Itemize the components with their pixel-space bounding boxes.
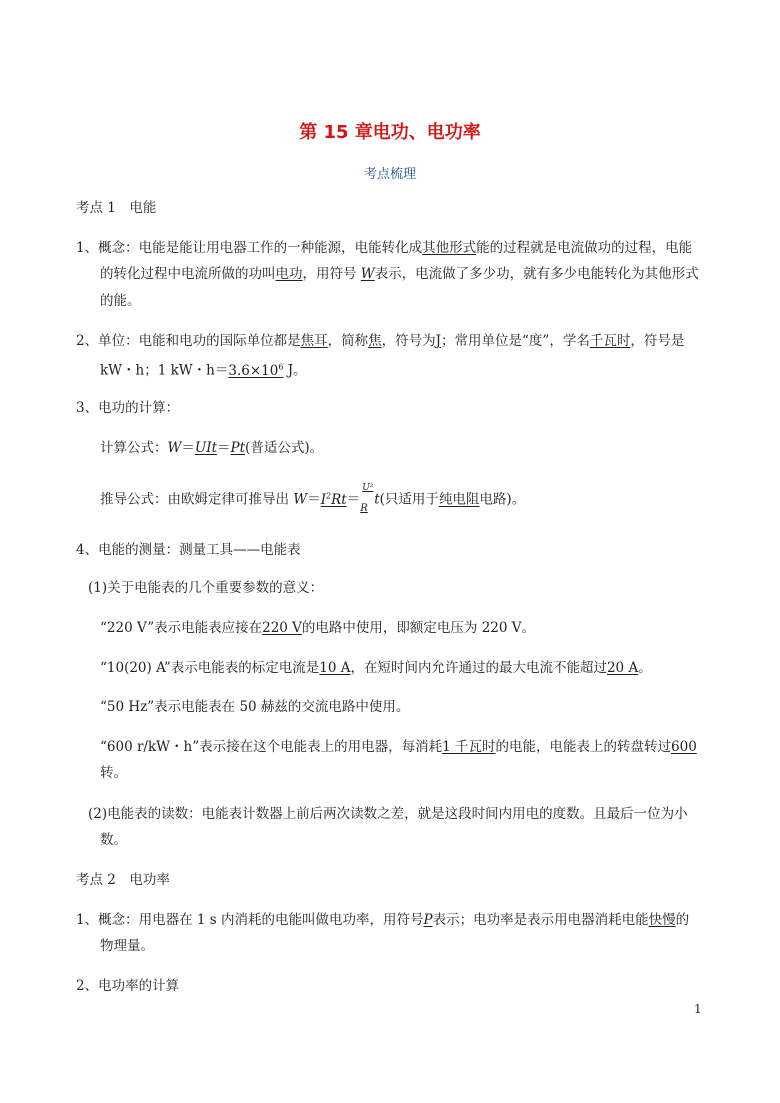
meter-param-revolutions xyxy=(100,737,697,757)
symbol: W xyxy=(293,491,308,508)
answer-underline: 其他形式 xyxy=(422,240,477,256)
answer-underline: 千瓦时 xyxy=(589,333,631,349)
text: 电路)。 xyxy=(479,491,526,508)
power-concept-line1 xyxy=(76,910,689,930)
text: 的电能，电能表上的转盘转过 xyxy=(495,739,672,755)
power-concept-line2: 物理量。 xyxy=(100,938,154,954)
para-measure-heading: 4、电能的测量：测量工具——电能表 xyxy=(76,542,301,558)
sub-item-2-cont: 数。 xyxy=(100,832,127,848)
text: 的转化过程中电流所做的功叫 xyxy=(100,266,276,282)
meter-param-current xyxy=(100,658,652,678)
meter-param-frequency: “50 Hz”表示电能表在 50 赫兹的交流电路中使用。 xyxy=(100,699,410,715)
formula-general xyxy=(100,438,323,458)
answer-underline: 220 V xyxy=(262,620,302,636)
answer-underline: W xyxy=(360,266,375,282)
text: kW・h；1 kW・h＝ xyxy=(100,362,229,379)
text: ＝ xyxy=(346,491,361,508)
text: ，在短时间内允许通过的最大电流不能超过 xyxy=(350,660,607,676)
text: ；常用单位是“度”，学名 xyxy=(441,333,590,349)
para-unit-line1 xyxy=(76,331,684,351)
fraction xyxy=(360,483,374,514)
meter-param-voltage xyxy=(100,618,535,638)
para-concept-line3: 的能。 xyxy=(100,293,141,309)
symbol: t xyxy=(374,491,380,508)
answer-underline: 1 千瓦时 xyxy=(442,739,496,755)
section-heading-1: 考点 1 电能 xyxy=(76,200,157,216)
text: ，符号为 xyxy=(381,333,436,349)
answer-underline: 焦 xyxy=(368,333,382,349)
answer-underline: 20 A xyxy=(606,660,639,676)
text: ＝ xyxy=(181,440,195,456)
answer-underline: 纯电阻 xyxy=(438,491,480,508)
text: ，简称 xyxy=(327,333,369,349)
meter-param-revolutions-cont: 转。 xyxy=(100,765,127,781)
text: 表示，电流做了多少功，就有多少电能转化为其他形式 xyxy=(374,266,699,282)
answer-underline: 焦耳 xyxy=(300,333,328,349)
text: “10(20) A”表示电能表的标定电流是 xyxy=(100,660,320,676)
superscript: 2 xyxy=(326,491,332,500)
text: ＝ xyxy=(307,491,321,508)
text: 表示；电功率是表示用电器消耗电能 xyxy=(432,912,649,928)
answer-underline: J xyxy=(435,333,442,349)
sub-item-2: (2)电能表的读数：电能表计数器上前后两次读数之差，就是这段时间内用电的度数。且最后一位为小 xyxy=(88,806,688,822)
answer-underline: 600 xyxy=(671,739,697,755)
text: I xyxy=(320,491,327,508)
power-calc-heading: 2、电功率的计算 xyxy=(76,978,180,994)
text: (只适用于 xyxy=(379,491,439,508)
section-heading-2: 考点 2 电功率 xyxy=(76,872,170,888)
answer-underline: UIt xyxy=(194,440,218,456)
formula-derived xyxy=(100,483,526,514)
para-concept-line1 xyxy=(76,238,692,258)
text: “600 r/kW・h”表示接在这个电能表上的用电器，每消耗 xyxy=(100,739,443,755)
fraction-numerator: U² xyxy=(362,483,374,493)
sub-item-1: (1)关于电能表的几个重要参数的意义： xyxy=(88,580,324,596)
text: (普适公式)。 xyxy=(245,440,324,456)
answer-underline: P xyxy=(423,912,433,928)
para-concept-line2 xyxy=(100,264,699,284)
text: 推导公式：由欧姆定律可推导出 xyxy=(100,491,294,508)
text: J。 xyxy=(283,362,307,379)
fraction-denominator: R xyxy=(360,503,368,514)
text: 3.6×10 xyxy=(228,362,279,379)
text: ，用符号 xyxy=(302,266,361,282)
para-unit-line2 xyxy=(100,357,307,381)
symbol: W xyxy=(167,440,182,456)
page-number: 1 xyxy=(694,1002,702,1016)
text: 的电路中使用，即额定电压为 220 V。 xyxy=(301,620,536,636)
text: 1、概念：电能是能让用电器工作的一种能源，电能转化成 xyxy=(76,240,423,256)
text: 能的过程就是电流做功的过程，电能 xyxy=(476,240,693,256)
text: Rt xyxy=(331,491,347,508)
text: 计算公式： xyxy=(100,440,168,456)
text: 的 xyxy=(675,912,690,928)
answer-underline: Pt xyxy=(230,440,246,456)
answer-underline xyxy=(228,363,283,379)
answer-underline: 快慢 xyxy=(648,912,676,928)
text: ＝ xyxy=(217,440,231,456)
text: “220 V”表示电能表应接在 xyxy=(100,620,263,636)
superscript: 6 xyxy=(278,362,284,371)
answer-underline: 10 A xyxy=(319,660,351,676)
page-subtitle: 考点梳理 xyxy=(363,167,416,182)
text: 。 xyxy=(638,660,652,676)
text: 1、概念：用电器在 1 s 内消耗的电能叫做电功率，用符号 xyxy=(76,912,424,928)
text: 2、单位：电能和电功的国际单位都是 xyxy=(76,333,301,349)
para-calc-heading: 3、电功的计算： xyxy=(76,400,180,416)
answer-underline: 电功 xyxy=(275,266,303,282)
page-title: 第 15 章电功、电功率 xyxy=(299,122,481,143)
text: ，符号是 xyxy=(630,333,685,349)
answer-underline xyxy=(321,492,347,508)
